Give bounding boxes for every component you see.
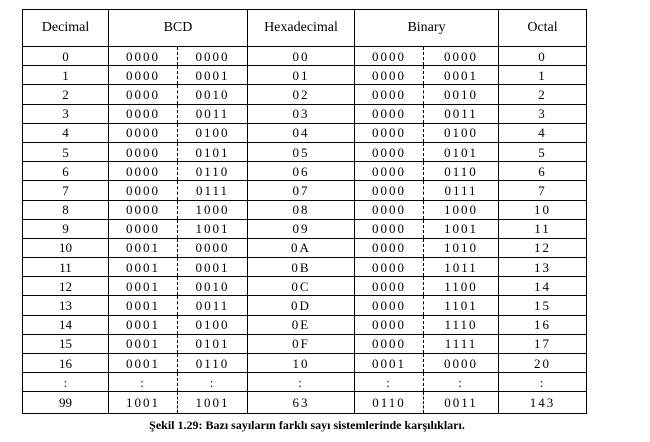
cell-bin-low: : [424, 373, 499, 392]
cell-bcd-high: 0001 [109, 334, 178, 353]
cell-bin-high: 0000 [355, 142, 424, 161]
cell-decimal: 16 [23, 354, 109, 373]
table-body [23, 47, 587, 414]
cell-hex: 04 [248, 123, 355, 142]
cell-decimal: 7 [23, 181, 109, 200]
cell-bin-low: 1000 [424, 200, 499, 219]
cell-hex: 08 [248, 200, 355, 219]
cell-bcd-high: 0000 [109, 47, 178, 66]
table-row [23, 354, 587, 373]
cell-hex: 05 [248, 142, 355, 161]
cell-bin-high: 0001 [355, 354, 424, 373]
cell-bcd-low: 0100 [178, 315, 248, 334]
table-row [23, 315, 587, 334]
cell-octal: 3 [499, 104, 587, 123]
cell-bin-low: 0011 [424, 104, 499, 123]
cell-bcd-low: 0101 [178, 334, 248, 353]
header-hexadecimal: Hexadecimal [248, 10, 355, 47]
cell-bin-high: 0000 [355, 258, 424, 277]
cell-decimal: : [23, 373, 109, 392]
cell-hex: 07 [248, 181, 355, 200]
cell-hex: 06 [248, 162, 355, 181]
cell-bcd-low: 0110 [178, 354, 248, 373]
cell-bin-low: 0000 [424, 354, 499, 373]
cell-hex: 02 [248, 85, 355, 104]
cell-bcd-high: 0000 [109, 181, 178, 200]
table-row [23, 85, 587, 104]
cell-bcd-high: 0000 [109, 200, 178, 219]
cell-bin-high: 0000 [355, 85, 424, 104]
cell-bin-high: 0000 [355, 238, 424, 257]
cell-bcd-high: 0001 [109, 238, 178, 257]
cell-bcd-high: 1001 [109, 392, 178, 414]
cell-bcd-high: 0000 [109, 66, 178, 85]
cell-bcd-high: 0000 [109, 123, 178, 142]
cell-bcd-high: 0001 [109, 277, 178, 296]
cell-octal: 15 [499, 296, 587, 315]
table-row [23, 181, 587, 200]
cell-bin-low: 0111 [424, 181, 499, 200]
cell-decimal: 15 [23, 334, 109, 353]
cell-bin-high: 0000 [355, 181, 424, 200]
cell-bcd-high: 0000 [109, 219, 178, 238]
header-row [23, 10, 587, 47]
cell-bin-high: 0000 [355, 104, 424, 123]
cell-bin-low: 0100 [424, 123, 499, 142]
cell-bin-low: 1111 [424, 334, 499, 353]
table-row [23, 373, 587, 392]
table-row [23, 219, 587, 238]
figure-caption: Şekil 1.29: Bazı sayıların farklı sayı sistemlerinde karşılıkları. [149, 418, 465, 432]
cell-bin-high: 0000 [355, 296, 424, 315]
cell-octal: 17 [499, 334, 587, 353]
cell-bcd-high: 0000 [109, 162, 178, 181]
cell-decimal: 10 [23, 238, 109, 257]
cell-octal: 143 [499, 392, 587, 414]
cell-bin-low: 1110 [424, 315, 499, 334]
table-row [23, 200, 587, 219]
cell-bin-high: : [355, 373, 424, 392]
cell-hex: 03 [248, 104, 355, 123]
cell-bcd-high: 0000 [109, 142, 178, 161]
header-bcd: BCD [109, 10, 248, 47]
cell-bin-low: 1010 [424, 238, 499, 257]
cell-octal: 4 [499, 123, 587, 142]
cell-bcd-low: 0101 [178, 142, 248, 161]
cell-bin-low: 1101 [424, 296, 499, 315]
cell-bcd-low: 0010 [178, 277, 248, 296]
cell-bcd-low: 0001 [178, 66, 248, 85]
cell-decimal: 4 [23, 123, 109, 142]
cell-octal: 2 [499, 85, 587, 104]
cell-bcd-high: 0000 [109, 85, 178, 104]
cell-bin-high: 0000 [355, 315, 424, 334]
cell-bin-high: 0000 [355, 277, 424, 296]
table-row [23, 142, 587, 161]
cell-bin-low: 0110 [424, 162, 499, 181]
cell-bin-low: 1100 [424, 277, 499, 296]
cell-hex: 0A [248, 238, 355, 257]
cell-bin-high: 0000 [355, 66, 424, 85]
cell-octal: 10 [499, 200, 587, 219]
cell-bcd-low: 0011 [178, 104, 248, 123]
cell-decimal: 11 [23, 258, 109, 277]
cell-octal: 11 [499, 219, 587, 238]
cell-bcd-high: : [109, 373, 178, 392]
cell-bcd-low: 0000 [178, 238, 248, 257]
cell-octal: 14 [499, 277, 587, 296]
cell-octal: 6 [499, 162, 587, 181]
cell-decimal: 2 [23, 85, 109, 104]
cell-bin-high: 0000 [355, 334, 424, 353]
table-row [23, 47, 587, 66]
cell-bcd-low: 1000 [178, 200, 248, 219]
cell-hex: 10 [248, 354, 355, 373]
cell-decimal: 8 [23, 200, 109, 219]
cell-bin-low: 1011 [424, 258, 499, 277]
cell-bcd-low: 0110 [178, 162, 248, 181]
cell-hex: : [248, 373, 355, 392]
cell-bcd-low: : [178, 373, 248, 392]
cell-hex: 63 [248, 392, 355, 414]
table-row [23, 238, 587, 257]
cell-octal: 12 [499, 238, 587, 257]
cell-decimal: 13 [23, 296, 109, 315]
cell-bcd-low: 0000 [178, 47, 248, 66]
table-row [23, 66, 587, 85]
cell-bcd-high: 0001 [109, 258, 178, 277]
table-row [23, 277, 587, 296]
cell-octal: : [499, 373, 587, 392]
cell-hex: 09 [248, 219, 355, 238]
cell-bin-low: 1001 [424, 219, 499, 238]
cell-bin-low: 0101 [424, 142, 499, 161]
header-binary: Binary [355, 10, 499, 47]
cell-bin-high: 0000 [355, 47, 424, 66]
cell-bcd-low: 0100 [178, 123, 248, 142]
cell-bin-high: 0000 [355, 219, 424, 238]
cell-bin-high: 0000 [355, 200, 424, 219]
table-row [23, 334, 587, 353]
cell-octal: 1 [499, 66, 587, 85]
header-decimal: Decimal [23, 10, 109, 47]
cell-bcd-high: 0001 [109, 315, 178, 334]
cell-bin-low: 0010 [424, 85, 499, 104]
cell-bcd-low: 1001 [178, 392, 248, 414]
cell-bin-low: 0001 [424, 66, 499, 85]
cell-decimal: 0 [23, 47, 109, 66]
cell-hex: 00 [248, 47, 355, 66]
cell-octal: 0 [499, 47, 587, 66]
cell-hex: 0D [248, 296, 355, 315]
cell-bcd-high: 0001 [109, 354, 178, 373]
number-systems-table [22, 9, 587, 414]
cell-hex: 0F [248, 334, 355, 353]
cell-bcd-low: 0011 [178, 296, 248, 315]
cell-bin-high: 0000 [355, 162, 424, 181]
cell-decimal: 5 [23, 142, 109, 161]
table-row [23, 296, 587, 315]
header-octal: Octal [499, 10, 587, 47]
cell-octal: 13 [499, 258, 587, 277]
cell-hex: 01 [248, 66, 355, 85]
cell-octal: 16 [499, 315, 587, 334]
cell-bcd-low: 1001 [178, 219, 248, 238]
cell-bcd-high: 0001 [109, 296, 178, 315]
cell-bcd-low: 0010 [178, 85, 248, 104]
cell-bcd-high: 0000 [109, 104, 178, 123]
cell-hex: 0B [248, 258, 355, 277]
cell-decimal: 6 [23, 162, 109, 181]
cell-bcd-low: 0111 [178, 181, 248, 200]
cell-bcd-low: 0001 [178, 258, 248, 277]
cell-decimal: 3 [23, 104, 109, 123]
table-row [23, 392, 587, 414]
cell-bin-high: 0000 [355, 123, 424, 142]
cell-bin-low: 0011 [424, 392, 499, 414]
table-row [23, 123, 587, 142]
cell-octal: 20 [499, 354, 587, 373]
cell-decimal: 14 [23, 315, 109, 334]
cell-decimal: 1 [23, 66, 109, 85]
cell-decimal: 99 [23, 392, 109, 414]
table-row [23, 104, 587, 123]
cell-octal: 5 [499, 142, 587, 161]
cell-bin-low: 0000 [424, 47, 499, 66]
table-row [23, 258, 587, 277]
cell-decimal: 9 [23, 219, 109, 238]
cell-octal: 7 [499, 181, 587, 200]
cell-hex: 0E [248, 315, 355, 334]
cell-hex: 0C [248, 277, 355, 296]
table-row [23, 162, 587, 181]
cell-decimal: 12 [23, 277, 109, 296]
cell-bin-high: 0110 [355, 392, 424, 414]
